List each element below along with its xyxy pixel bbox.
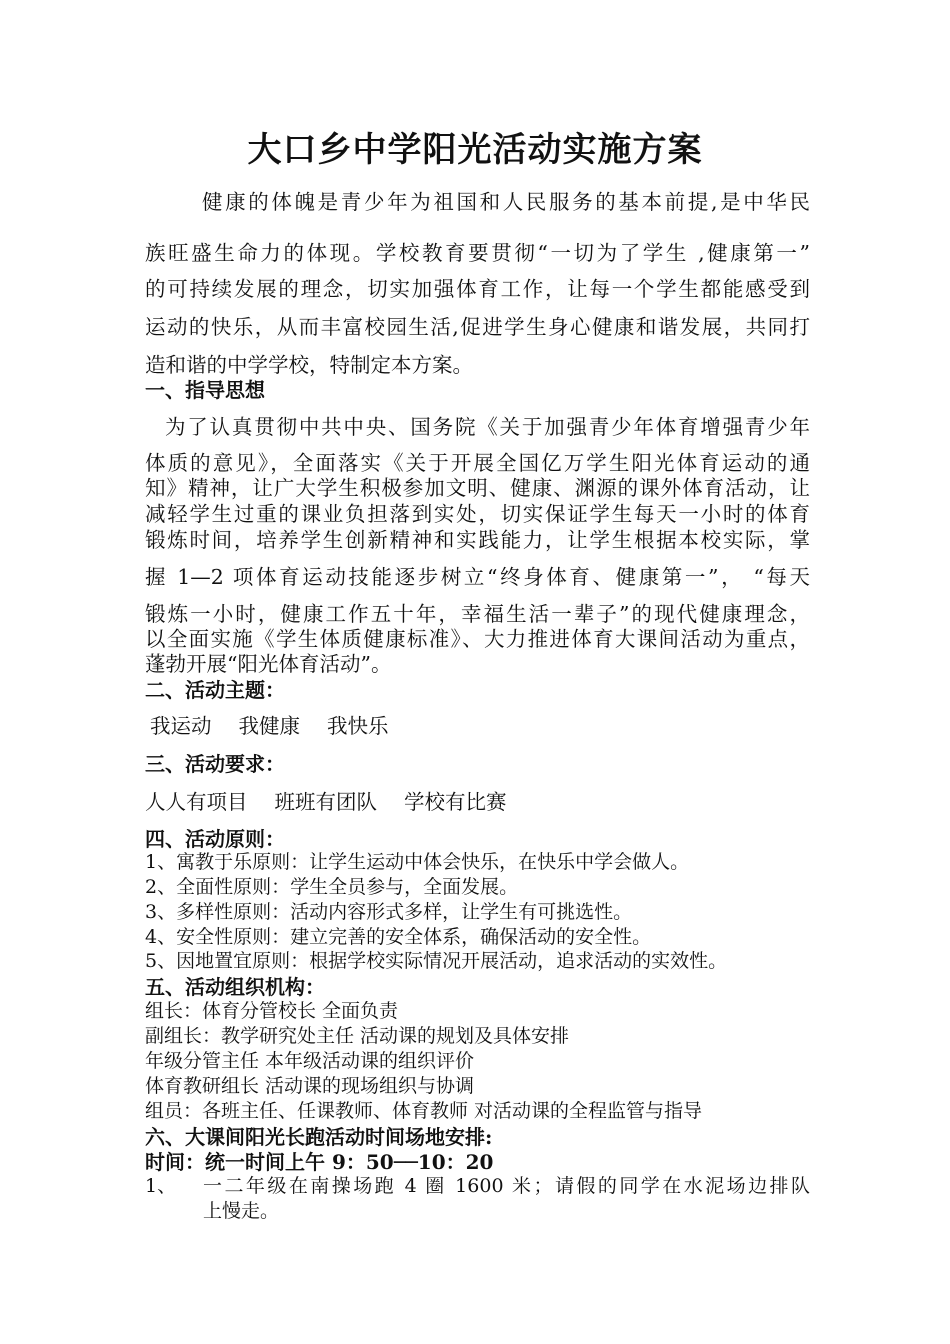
section-4-heading: 四、活动原则： <box>145 827 285 851</box>
document-title: 大口乡中学阳光活动实施方案 <box>247 130 703 170</box>
section-4-item-1: 1、寓教于乐原则：让学生运动中体会快乐，在快乐中学会做人。 <box>145 851 690 873</box>
section-4-item-4: 4、安全性原则：建立完善的安全体系，确保活动的安全性。 <box>145 926 652 948</box>
section-6-time: 时间：统一时间上午 9：50──10：20 <box>145 1150 494 1174</box>
section-4-item-5: 5、因地置宜原则：根据学校实际情况开展活动，追求活动的实效性。 <box>145 950 728 972</box>
section-6-heading: 六、大课间阳光长跑活动时间场地安排: <box>145 1125 493 1149</box>
section-1-line-5: 锻炼时间，培养学生创新精神和实践能力，让学生根据本校实际，掌 <box>145 528 810 552</box>
section-6-item-number: 1、 <box>145 1175 177 1197</box>
section-5-item-4: 体育教研组长 活动课的现场组织与协调 <box>145 1075 475 1097</box>
intro-line-5: 造和谐的中学学校，特制定本方案。 <box>145 353 473 377</box>
section-1-line-2: 体质的意见》，全面落实《关于开展全国亿万学生阳光体育运动的通 <box>145 451 810 475</box>
intro-line-2: 族旺盛生命力的体现。学校教育要贯彻“一切为了学生 ,健康第一” <box>145 241 810 265</box>
section-1-line-8: 以全面实施《学生体质健康标准》、大力推进体育大课间活动为重点， <box>145 627 810 651</box>
section-1-line-1: 为了认真贯彻中共中央、国务院《关于加强青少年体育增强青少年 <box>165 415 810 439</box>
section-2-heading: 二、活动主题： <box>145 678 285 702</box>
section-1-line-7: 锻炼一小时，健康工作五十年，幸福生活一辈子”的现代健康理念， <box>145 602 810 626</box>
section-6-item-line-2: 上慢走。 <box>203 1200 280 1222</box>
section-1-line-6: 握 1—2 项体育运动技能逐步树立“终身体育、健康第一”， “每天 <box>145 565 810 589</box>
section-3-content: 人人有项目 班班有团队 学校有比赛 <box>145 790 507 814</box>
section-4-item-3: 3、多样性原则：活动内容形式多样，让学生有可挑选性。 <box>145 901 633 923</box>
section-5-heading: 五、活动组织机构： <box>145 975 325 999</box>
section-5-item-1: 组长：体育分管校长 全面负责 <box>145 1000 399 1022</box>
section-1-line-3: 知》精神，让广大学生积极参加文明、健康、渊源的课外体育活动，让 <box>145 476 810 500</box>
section-2-content: 我运动 我健康 我快乐 <box>150 714 389 738</box>
section-5-item-5: 组员：各班主任、任课教师、体育教师 对活动课的全程监管与指导 <box>145 1100 703 1122</box>
intro-line-3: 的可持续发展的理念，切实加强体育工作，让每一个学生都能感受到 <box>145 277 810 301</box>
intro-line-4: 运动的快乐，从而丰富校园生活,促进学生身心健康和谐发展，共同打 <box>145 315 810 339</box>
section-6-item-line-1: 一二年级在南操场跑 4 圈 1600 米；请假的同学在水泥场边排队 <box>203 1175 810 1197</box>
section-1-line-4: 减轻学生过重的课业负担落到实处，切实保证学生每天一小时的体育 <box>145 502 810 526</box>
section-5-item-3: 年级分管主任 本年级活动课的组织评价 <box>145 1050 475 1072</box>
section-5-item-2: 副组长：教学研究处主任 活动课的规划及具体安排 <box>145 1025 570 1047</box>
section-1-line-9: 蓬勃开展“阳光体育活动”。 <box>145 652 392 676</box>
section-1-heading: 一、指导思想 <box>145 378 265 402</box>
section-3-heading: 三、活动要求： <box>145 752 285 776</box>
intro-line-1: 健康的体魄是青少年为祖国和人民服务的基本前提,是中华民 <box>202 190 810 214</box>
section-4-item-2: 2、全面性原则：学生全员参与，全面发展。 <box>145 876 519 898</box>
